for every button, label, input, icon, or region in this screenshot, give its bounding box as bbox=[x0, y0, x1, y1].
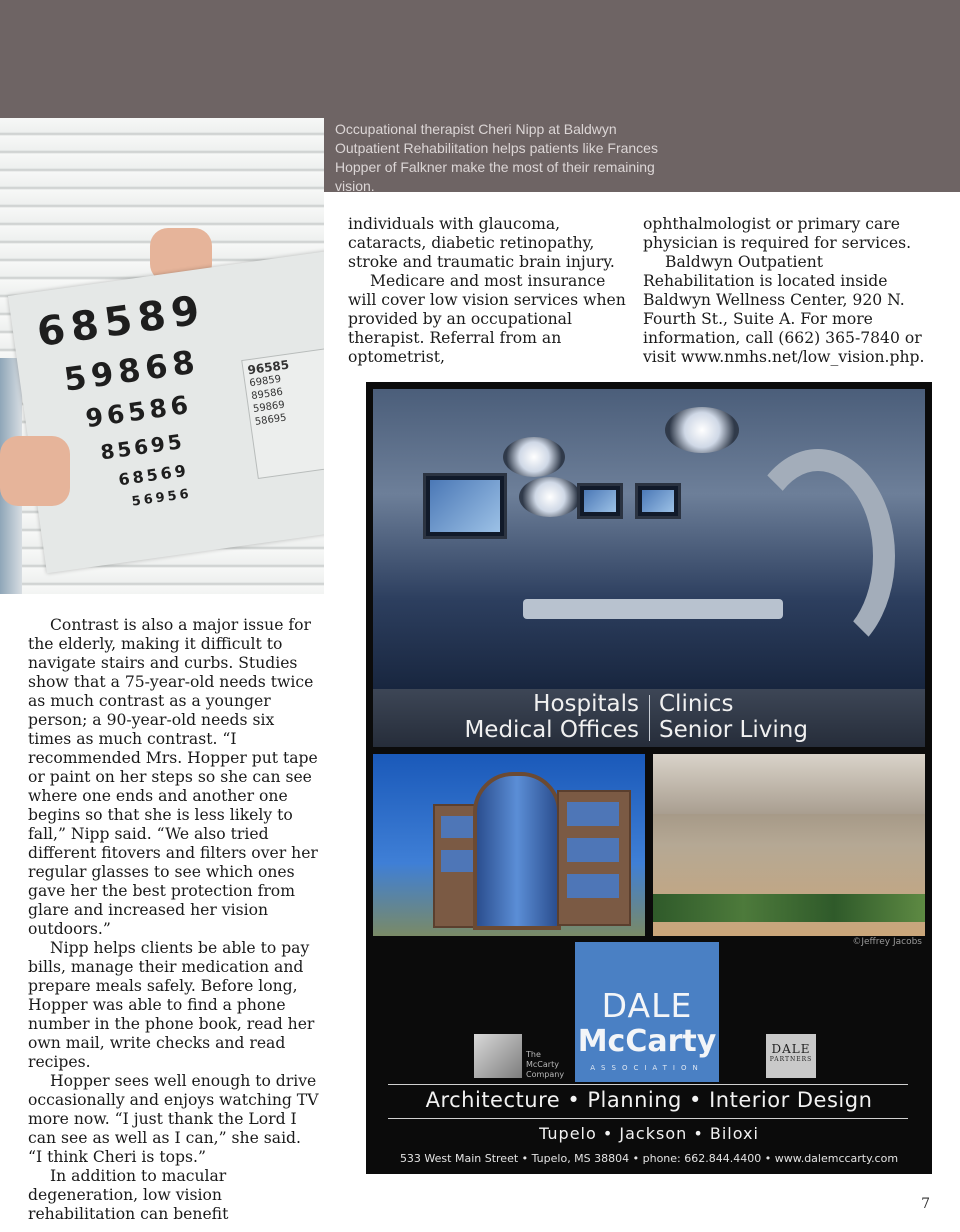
page-number: 7 bbox=[921, 1196, 930, 1212]
paragraph: In addition to macular degeneration, low vision rehabilitation can benefit bbox=[28, 1167, 229, 1223]
logo-text-association: ASSOCIATION bbox=[590, 1064, 704, 1072]
eye-chart-photo bbox=[0, 118, 324, 594]
monitor bbox=[577, 483, 623, 519]
eye-chart-row: 56956 bbox=[130, 486, 193, 510]
logo-text-mccarty: McCarty bbox=[577, 1024, 717, 1059]
interior-atrium-photo bbox=[653, 754, 925, 936]
logo-text-dale: DALE bbox=[601, 986, 693, 1025]
mccarty-company-logo bbox=[474, 1034, 522, 1078]
paragraph: Baldwyn Outpatient Rehabilitation is located inside Baldwyn Wellness Center, 920 N. Fourth St., Suite A. For more information, call (662) 365-7840 or visit www.nmhs.net/low_vision.php. bbox=[643, 253, 925, 366]
glass-tower bbox=[473, 772, 561, 930]
dale-partners-line2: PARTNERS bbox=[769, 1056, 813, 1063]
eye-chart-row: 96586 bbox=[83, 389, 194, 434]
eye-chart-card bbox=[8, 250, 324, 573]
near-vision-card bbox=[241, 348, 324, 479]
operating-room-photo bbox=[373, 389, 925, 689]
eye-chart-row: 59868 bbox=[61, 342, 202, 399]
eye-chart-row: 68569 bbox=[117, 460, 190, 490]
near-vision-row: 69859 bbox=[248, 373, 282, 390]
monitor bbox=[635, 483, 681, 519]
monitor bbox=[423, 473, 507, 539]
article-column-middle bbox=[348, 215, 628, 367]
band-divider bbox=[649, 695, 650, 741]
surgical-light bbox=[665, 407, 739, 453]
paragraph: individuals with glaucoma, cataracts, diabetic retinopathy, stroke and traumatic brain injury. bbox=[348, 215, 615, 271]
dale-mccarty-advertisement[interactable] bbox=[366, 382, 932, 1174]
c-arm-machine bbox=[741, 449, 895, 663]
ad-services: Architecture • Planning • Interior Design bbox=[425, 1088, 873, 1112]
ad-cities: Tupelo • Jackson • Biloxi bbox=[539, 1124, 759, 1143]
paragraph: ophthalmologist or primary care physician is required for services. bbox=[643, 215, 912, 252]
dale-partners-logo bbox=[766, 1034, 816, 1078]
surgical-light bbox=[503, 437, 565, 477]
hand-left bbox=[0, 436, 70, 506]
near-vision-row: 59869 bbox=[252, 399, 286, 415]
paragraph: Hopper sees well enough to drive occasionally and enjoys watching TV more now. “I just thank the Lord I can see as well as I can,” she said. “I think Cheri is tops.” bbox=[28, 1072, 319, 1166]
building-wing bbox=[557, 790, 631, 926]
article-column-left bbox=[28, 616, 320, 1224]
ad-divider bbox=[388, 1118, 908, 1119]
paragraph: Nipp helps clients be able to pay bills, manage their medication and prepare meals safely. Before long, Hopper was able to find a phone number in the phone book, read her own mail, write checks and read recipes. bbox=[28, 939, 315, 1071]
mccarty-company-text: The McCarty Company bbox=[526, 1050, 565, 1079]
band-text-medical-offices: Medical Offices bbox=[464, 717, 639, 743]
facility-types-band bbox=[373, 689, 925, 747]
dale-partners-line1: DALE bbox=[771, 1042, 811, 1056]
eye-chart-row: 85695 bbox=[99, 428, 187, 465]
band-text-senior-living: Senior Living bbox=[659, 717, 808, 743]
near-vision-row: 89586 bbox=[250, 386, 284, 403]
photo-credit: ©Jeffrey Jacobs bbox=[852, 937, 922, 947]
surgical-light bbox=[519, 477, 581, 517]
photo-caption: Occupational therapist Cheri Nipp at Baldwyn Outpatient Rehabilitation helps patients like Frances Hopper of Falkner make the most of their remaining vision. bbox=[335, 121, 658, 194]
band-text-hospitals: Hospitals bbox=[533, 691, 639, 717]
paragraph: Medicare and most insurance will cover low vision services when provided by an occupational therapist. Referral from an optometrist, bbox=[348, 272, 626, 366]
band-text-clinics: Clinics bbox=[659, 691, 734, 717]
ad-address[interactable]: 533 West Main Street • Tupelo, MS 38804 • phone: 662.844.4400 • www.dalemccarty.com bbox=[399, 1152, 899, 1165]
ad-divider bbox=[388, 1084, 908, 1085]
building-exterior-photo bbox=[373, 754, 645, 936]
article-column-right bbox=[643, 215, 937, 367]
eye-chart-row: 68589 bbox=[34, 286, 209, 357]
paragraph: Contrast is also a major issue for the elderly, making it difficult to navigate stairs and curbs. Studies show that a 75-year-old needs twice as much contrast as a younger person; a 90-year-old needs six times as much contrast. “I recommended Mrs. Hopper put tape or paint on her steps so she can see where one ends and another one begins so that she is less likely to fall,” Nipp said. “We also tried different fitovers and filters over her regular glasses to see which ones gave her the best protection from glare and increased her vision outdoors.” bbox=[28, 616, 318, 938]
atrium-ceiling bbox=[653, 754, 925, 814]
near-vision-row: 58695 bbox=[254, 412, 288, 428]
atrium-plants bbox=[653, 894, 925, 922]
dale-mccarty-logo bbox=[575, 942, 719, 1082]
operating-table bbox=[523, 599, 783, 619]
near-vision-row: 96585 bbox=[246, 357, 291, 378]
